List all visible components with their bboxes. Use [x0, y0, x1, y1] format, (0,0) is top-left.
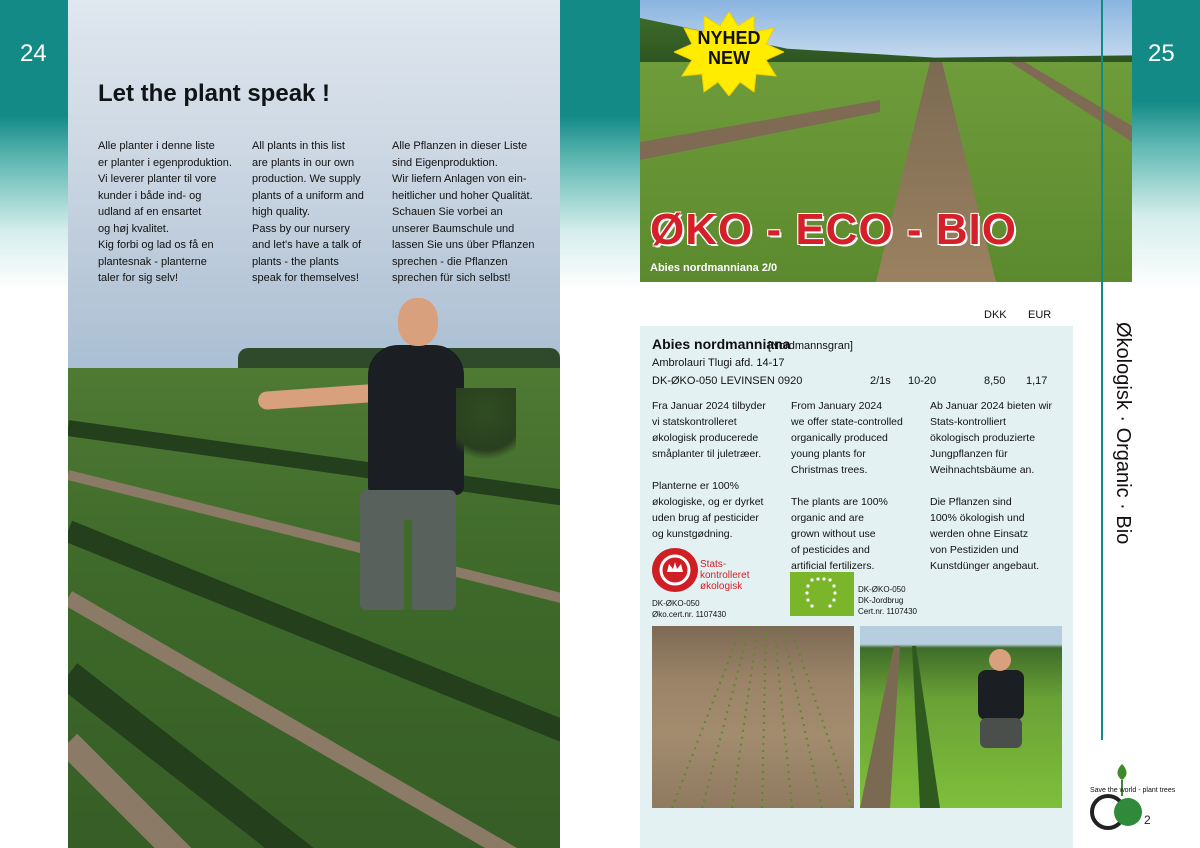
size-value: 10-20	[908, 375, 937, 387]
species-common-name: [Nordmannsgran]	[768, 340, 853, 352]
body-text-german: Ab Januar 2024 bieten wir Stats-kontrolliert ökologisch produzierte Jungpflanzen für Weihnachtsbäume an. Die Pflanzen sind 100% ökologish und werden ohne Einsatz von Pestiziden und Kunstdünger angebaut.	[930, 400, 1052, 572]
co2-subscript: 2	[1144, 813, 1151, 827]
field-rows	[860, 626, 1062, 808]
eu-organic-leaf-icon	[790, 572, 854, 616]
left-page-number: 24	[20, 40, 47, 67]
right-page-number: 25	[1148, 40, 1175, 67]
dk-organic-logo-icon	[652, 548, 698, 592]
eco-banner-title: ØKO - ECO - BIO	[650, 205, 1017, 254]
vertical-label-wrap	[1112, 322, 1132, 582]
farmer-kneeling-photo	[860, 626, 1062, 808]
vertical-organic-label: Økologisk · Organic · Bio	[1112, 322, 1134, 545]
intro-text-english: All plants in this list are plants in our own production. We supply plants of a uniform and high quality. Pass by our nursery and let's have a talk of plants - the plants speak for themselves!	[252, 140, 364, 284]
age-value: 2/1s	[870, 375, 891, 387]
body-text-english: From January 2024 we offer state-controlled organically produced young plants for Christmas trees. The plants are 100% organic and are grown without use of pesticides and artificial fertilizers.	[791, 400, 903, 572]
center-gutter-band	[560, 0, 640, 290]
crown-icon	[652, 548, 698, 592]
leaf-stars-icon	[790, 572, 854, 616]
intro-text-german: Alle Pflanzen in dieser Liste sind Eigenproduktion. Wir liefern Anlagen von ein- heitlicher und hoher Qualität. Schauen Sie vorbei an unserer Baumschule und lassen Sie uns über Pflanzen sprechen - die Pflanzen sprechen für sich selbst!	[392, 140, 535, 284]
intro-text-danish: Alle planter i denne liste er planter i egenproduktion. Vi leverer planter til vore kunder i både ind- og udland af en ensartet og høj kvalitet. Kig forbi og lad os få en plantesnak - planterne taler for sig selv!	[98, 140, 232, 284]
dk-cert-text: DK-ØKO-050 Øko.cert.nr. 1107430	[652, 599, 727, 619]
left-page-title: Let the plant speak !	[98, 80, 331, 107]
person-head	[398, 298, 438, 346]
new-label: NYHED NEW	[697, 28, 761, 68]
dk-logo-text: Stats- kontrolleret økologisk	[700, 559, 750, 592]
teal-vertical-rule	[1101, 0, 1103, 740]
co2-logo-text: Save the world - plant trees	[1090, 787, 1176, 794]
price-eur: 1,17	[1026, 375, 1048, 387]
plant-bundle	[456, 388, 516, 468]
origin-line: Ambrolauri Tlugi afd. 14-17	[652, 357, 785, 369]
seedling-rows	[652, 626, 854, 808]
body-text-danish: Fra Januar 2024 tilbyder vi statskontrolleret økologisk producerede småplanter til juletræer. Planterne er 100% økologiske, og er dyrket uden brug af pesticider og kunstgødning.	[652, 400, 766, 540]
top-photo-caption: Abies nordmanniana 2/0	[650, 262, 778, 274]
seedling-field-photo	[652, 626, 854, 808]
dkk-header: DKK	[984, 309, 1007, 321]
species-name: Abies nordmanniana	[652, 336, 791, 352]
eu-cert-text: DK-ØKO-050 DK-Jordbrug Cert.nr. 1107430	[858, 585, 918, 616]
co2-save-world-logo-icon	[1082, 760, 1162, 832]
price-dkk: 8,50	[984, 375, 1006, 387]
left-photo-farmer-field	[68, 0, 560, 848]
person-leg-gap	[404, 520, 412, 610]
person-shirt	[368, 345, 464, 495]
code-line: DK-ØKO-050 LEVINSEN 0920	[652, 375, 803, 387]
eur-header: EUR	[1028, 309, 1052, 321]
